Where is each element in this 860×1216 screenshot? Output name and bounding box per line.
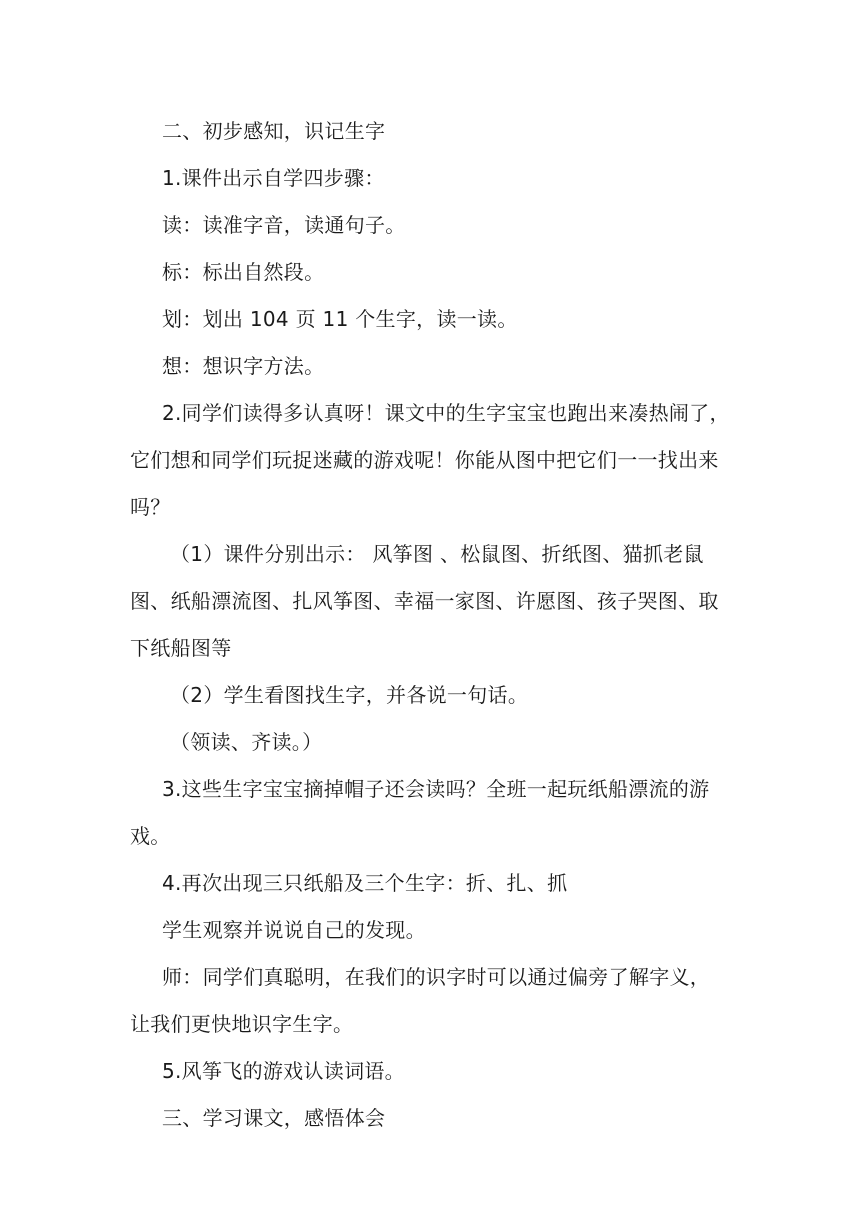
section-heading: 三、学习课文，感悟体会	[162, 1106, 386, 1130]
paragraph: 标：标出自然段。	[162, 260, 325, 284]
paragraph: 3.这些生字宝宝摘掉帽子还会读吗？全班一起玩纸船漂流的游戏。	[130, 777, 710, 848]
paragraph: 师：同学们真聪明，在我们的识字时可以通过偏旁了解字义，让我们更快地识字生字。	[130, 965, 711, 1036]
paragraph: （1）课件分别出示： 风筝图 、松鼠图、折纸图、猫抓老鼠图、纸船漂流图、扎风筝图、幸福一家图、许愿图、孩子哭图、取下纸船图等	[130, 542, 719, 660]
section-heading: 二、初步感知，识记生字	[162, 119, 386, 143]
paragraph: 5.风筝飞的游戏认读词语。	[162, 1059, 405, 1083]
paragraph: 4.再次出现三只纸船及三个生字：折、扎、抓	[162, 871, 568, 895]
paragraph: （2）学生看图找生字，并各说一句话。	[170, 683, 529, 707]
paragraph: 读：读准字音，读通句子。	[162, 213, 406, 237]
paragraph: 1.课件出示自学四步骤：	[162, 166, 385, 190]
paragraph: 想：想识字方法。	[162, 354, 325, 378]
paragraph: 2.同学们读得多认真呀！课文中的生字宝宝也跑出来凑热闹了，它们想和同学们玩捉迷藏的游戏呢！你能从图中把它们一一找出来吗？	[130, 401, 730, 519]
paragraph: 划：划出 104 页 11 个生字，读一读。	[162, 307, 518, 331]
paragraph: 学生观察并说说自己的发现。	[162, 918, 426, 942]
paragraph: （领读、齐读。）	[170, 730, 323, 754]
document-body	[130, 108, 730, 1142]
